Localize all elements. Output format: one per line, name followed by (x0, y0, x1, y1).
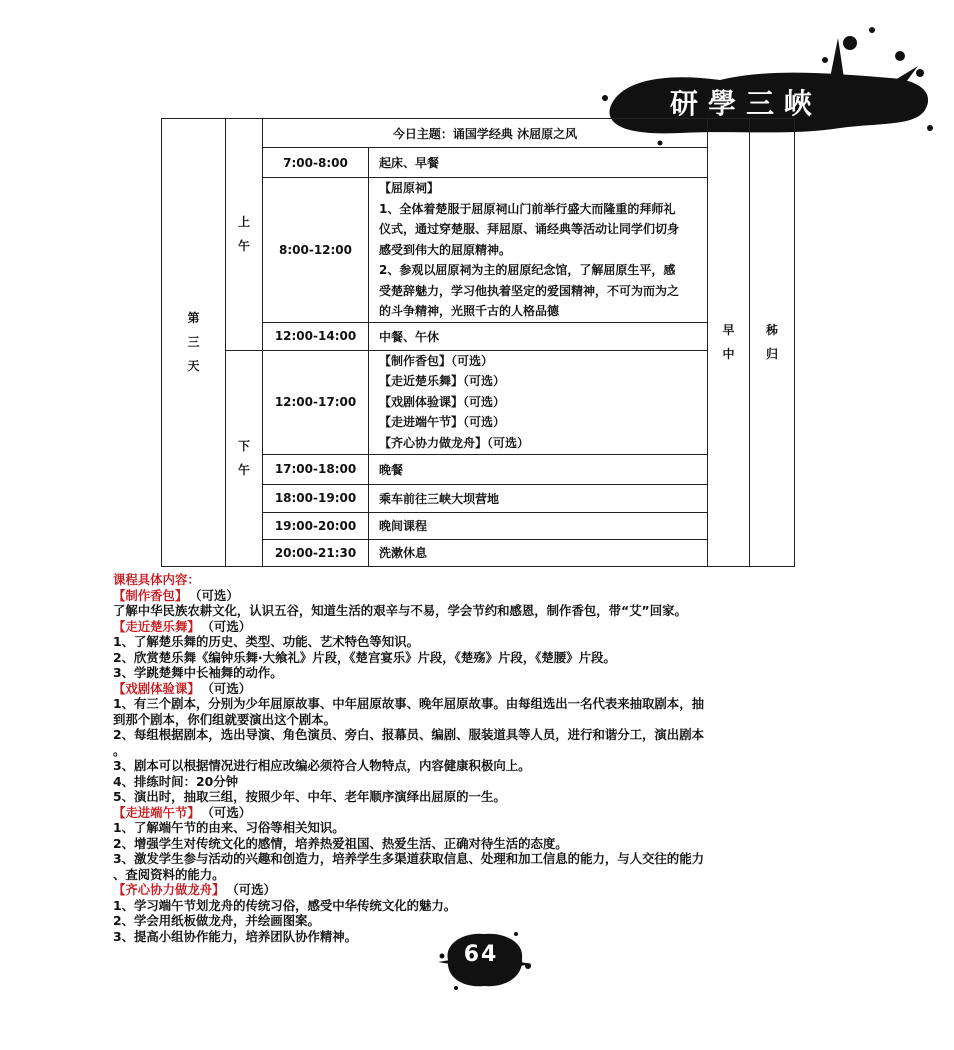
activity-line: 2、参观以屈原祠为主的屈原纪念馆，了解屈原生平，感 (379, 263, 676, 277)
section-title: 【走进端午节】 (113, 804, 200, 820)
section-heading (113, 681, 853, 697)
activity-cell: 洗漱休息 (369, 539, 708, 566)
lodging-column-label: 秭归 (765, 323, 778, 362)
section-title: 【制作香包】 (113, 587, 188, 603)
time-cell: 17:00-18:00 (263, 454, 369, 484)
time-cell: 8:00-12:00 (263, 178, 369, 323)
course-line: 2、欣赏楚乐舞《编钟乐舞·大飨礼》片段，《楚宫宴乐》片段，《楚殇》片段，《楚腰》片段。 (113, 649, 616, 665)
activity-line: 感受到伟大的屈原精神。 (379, 242, 512, 257)
activity-line: 【走近楚乐舞】（可选） (379, 374, 506, 389)
time-cell: 20:00-21:30 (263, 539, 369, 566)
page-number: 64 (463, 942, 499, 967)
afternoon-label-cell (226, 350, 263, 566)
optional-tag: （可选） (207, 680, 252, 696)
course-line: 到那个剧本，你们组就要演出这个剧本。 (113, 711, 337, 727)
day-label-cell (162, 119, 226, 567)
meal-column-cell (708, 119, 750, 567)
activity-line: 【制作香包】（可选） (379, 353, 494, 368)
meal-column-label: 早中 (722, 323, 735, 362)
table-row (162, 350, 795, 454)
activity-line: 1、全体着楚服于屈原祠山门前举行盛大而隆重的拜师礼 (379, 201, 676, 216)
section-heading (113, 588, 853, 604)
course-line: 。 (113, 742, 126, 758)
course-line: 3、激发学生参与活动的兴趣和创造力，培养学生多渠道获取信息、处理和加工信息的能力，与人交往的能力 (113, 851, 704, 866)
morning-label: 上午 (237, 215, 250, 254)
course-line: 、查阅资料的能力。 (113, 866, 225, 882)
section-title: 【齐心协力做龙舟】 (113, 882, 225, 897)
course-line: 5、演出时，抽取三组，按照少年、中年、老年顺序演绎出屈原的一生。 (113, 789, 506, 804)
schedule-table (161, 118, 795, 567)
activity-cell (369, 350, 708, 454)
activity-cell: 起床、早餐 (369, 148, 708, 178)
course-line: 3、学跳楚舞中长袖舞的动作。 (113, 665, 283, 680)
course-line: 1、了解端午节的由来、习俗等相关知识。 (113, 820, 345, 835)
optional-tag: （可选） (232, 882, 276, 897)
activity-cell: 乘车前往三峡大坝营地 (369, 484, 708, 512)
activity-line: 的斗争精神，光照千古的人格品德 (379, 304, 560, 318)
activity-line: 【齐心协力做龙舟】（可选） (379, 435, 530, 450)
activity-cell (369, 178, 708, 323)
course-line: 2、每组根据剧本，选出导演、角色演员、旁白、报幕员、编剧、服装道具等人员，进行和谐分工，演出剧本 (113, 727, 704, 742)
activity-line: 仪式，通过穿楚服、拜屈原、诵经典等活动让同学们切身 (379, 222, 680, 236)
day-label: 第三天 (187, 311, 200, 374)
course-line: 2、学会用纸板做龙舟，并绘画图案。 (113, 913, 320, 928)
course-line: 1、有三个剧本，分别为少年屈原故事、中年屈原故事、晚年屈原故事。由每组选出一名代表来抽取剧本，抽 (113, 696, 704, 711)
activity-line: 【戏剧体验课】（可选） (379, 394, 506, 409)
morning-label-cell (226, 119, 263, 351)
section-heading (113, 805, 853, 821)
activity-cell: 晚餐 (369, 454, 708, 484)
section-title: 【走近楚乐舞】 (113, 618, 200, 634)
course-line: 3、剧本可以根据情况进行相应改编必须符合人物特点，内容健康积极向上。 (113, 758, 531, 773)
activity-cell: 中餐、午休 (369, 322, 708, 350)
course-title: 课程具体内容： (113, 572, 200, 587)
day-theme: 今日主题：诵国学经典 沐屈原之风 (263, 119, 708, 148)
course-line: 3、提高小组协作能力，培养团队协作精神。 (113, 928, 358, 944)
course-line: 1、了解楚乐舞的历史、类型、功能、艺术特色等知识。 (113, 634, 419, 649)
course-content (113, 572, 853, 944)
time-cell: 12:00-14:00 (263, 322, 369, 350)
optional-tag: （可选） (207, 804, 252, 820)
course-line: 了解中华民族农耕文化，认识五谷，知道生活的艰辛与不易，学会节约和感恩，制作香包，带“艾”回家。 (113, 603, 687, 618)
section-heading (113, 619, 853, 635)
activity-line: 受楚辞魅力，学习他执着坚定的爱国精神，不可为而为之 (379, 283, 680, 298)
activity-line: 【走进端午节】（可选） (379, 415, 506, 430)
activity-line: 【屈原祠】 (379, 181, 440, 195)
course-line: 4、排练时间：20分钟 (113, 773, 238, 789)
course-line: 2、增强学生对传统文化的感情，培养热爱祖国、热爱生活、正确对待生活的态度。 (113, 835, 568, 851)
time-cell: 7:00-8:00 (263, 148, 369, 178)
time-cell: 18:00-19:00 (263, 484, 369, 512)
time-cell: 19:00-20:00 (263, 512, 369, 539)
section-title: 【戏剧体验课】 (113, 680, 200, 696)
activity-cell: 晚间课程 (369, 512, 708, 539)
optional-tag: （可选） (207, 618, 252, 634)
section-heading (113, 882, 853, 898)
brand-title: 研學三峽 (670, 87, 823, 120)
optional-tag: （可选） (195, 587, 239, 603)
afternoon-label: 下午 (237, 439, 250, 477)
course-line: 1、学习端午节划龙舟的传统习俗，感受中华传统文化的魅力。 (113, 897, 457, 913)
time-cell: 12:00-17:00 (263, 350, 369, 454)
lodging-column-cell (750, 119, 795, 567)
